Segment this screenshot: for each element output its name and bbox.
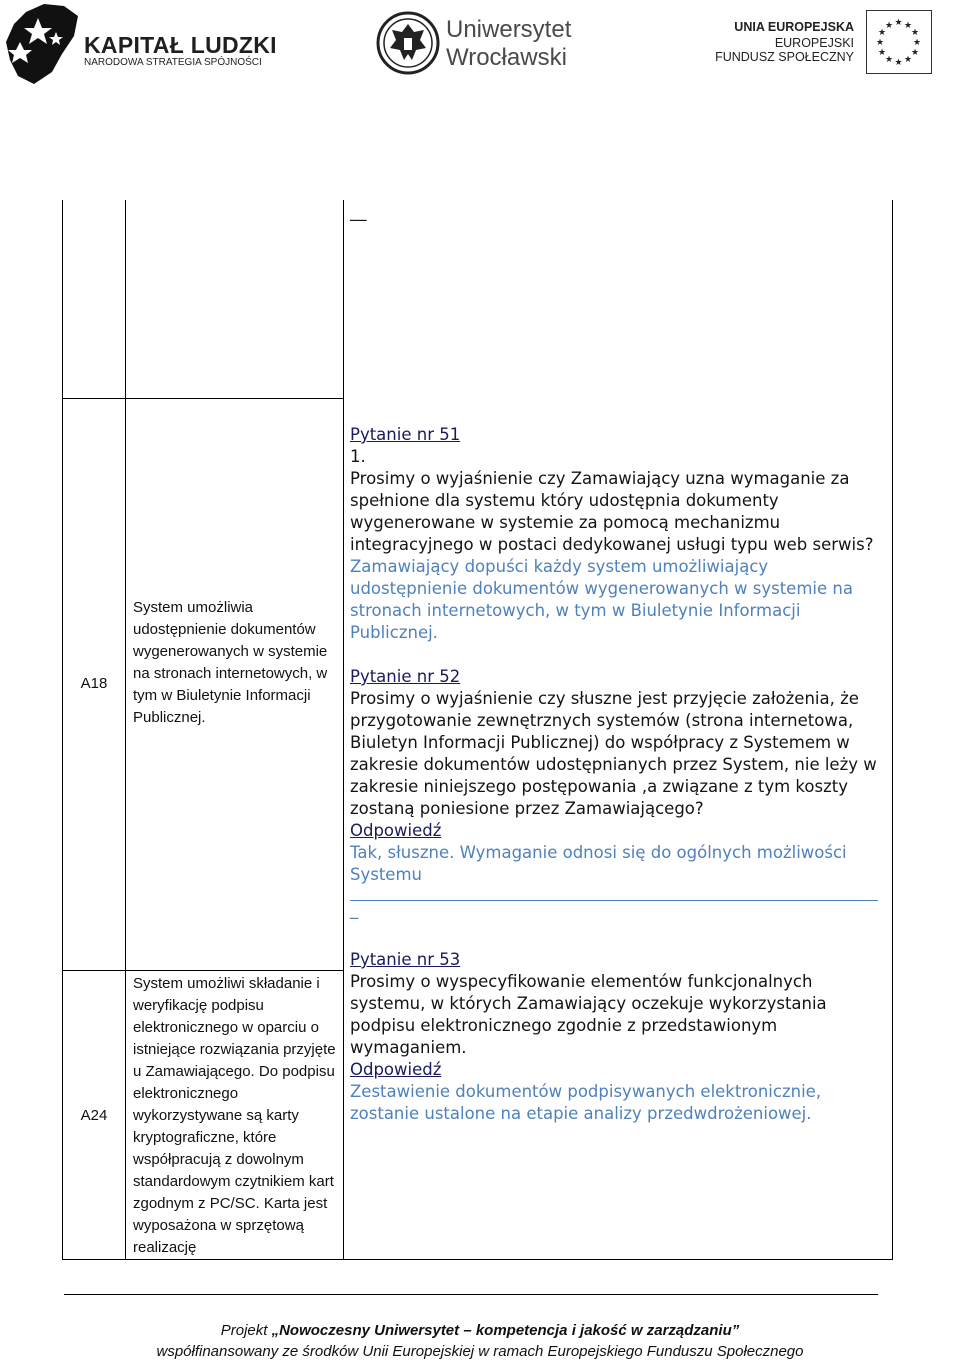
svg-text:★: ★ xyxy=(875,38,885,48)
answer-52-text: Tak, słuszne. Wymaganie odnosi się do ogólnych możliwości Systemu xyxy=(350,843,847,884)
answers-column xyxy=(350,424,890,1125)
footer-project-line xyxy=(0,1322,960,1339)
question-51-heading: Pytanie nr 51 xyxy=(350,425,461,444)
separator-marker: _ xyxy=(350,900,359,919)
row-id-a18: A18 xyxy=(80,675,108,692)
answer-51-text: Zamawiający dopuści każdy system umożliwiający udostępnienie dokumentów wygenerowanych w systemie na stronach internetowych, w tym w Biuletynie Informacji Publicznej. xyxy=(350,557,853,642)
uwr-logo-line2: Wrocławski xyxy=(446,44,567,71)
eu-logo-line2: EUROPEJSKI xyxy=(774,36,854,50)
answer-53-label: Odpowiedź xyxy=(350,1060,442,1079)
kapital-ludzki-logo xyxy=(4,2,277,86)
kl-logo-subtitle: NARODOWA STRATEGIA SPÓJNOŚCI xyxy=(84,57,262,68)
footer-project-title: „Nowoczesny Uniwersytet – kompetencja i jakość w zarządzaniu” xyxy=(271,1322,740,1339)
kapital-ludzki-logo-icon xyxy=(4,2,82,86)
question-51-number: 1. xyxy=(350,447,366,466)
svg-text:★: ★ xyxy=(894,58,903,68)
eu-logo-line3: FUNDUSZ SPOŁECZNY xyxy=(715,50,854,64)
eu-logo-line1: UNIA EUROPEJSKA xyxy=(734,20,854,34)
table-row-divider-2 xyxy=(62,970,343,971)
university-eagle-crest-icon xyxy=(376,10,440,76)
svg-text:★: ★ xyxy=(910,28,920,38)
question-53-text: Prosimy o wyspecyfikowanie elementów funkcjonalnych systemu, w których Zamawiający oczekuje wykorzystania podpisu elektronicznego zgodnie z przedstawionym wymaganiem. xyxy=(350,972,827,1057)
footer-rule xyxy=(64,1294,878,1295)
svg-text:★: ★ xyxy=(903,21,913,31)
footer-funding-line: współfinansowany ze środków Unii Europejskiej w ramach Europejskiego Funduszu Społecznego xyxy=(156,1343,804,1360)
question-53-heading: Pytanie nr 53 xyxy=(350,950,461,969)
uniwersytet-wroclawski-logo xyxy=(376,10,606,80)
kl-logo-title: KAPITAŁ LUDZKI xyxy=(84,32,277,58)
svg-text:★: ★ xyxy=(884,55,894,65)
svg-text:★: ★ xyxy=(877,28,887,38)
row-description-a24: System umożliwi składanie i weryfikację podpisu elektronicznego w oparciu o istniejące rozwiązania przyjęte u Zamawiającego. Do podpisu elektronicznego wykorzystywane są karty kryptograficzne, które współpracują z dowolnym standardowym czytnikiem kart zgodnym z PC/SC. Karta jest wyposażona w sprzętową realizację xyxy=(133,975,336,1256)
row-id-a24: A24 xyxy=(80,1107,108,1124)
eu-flag-icon xyxy=(866,10,932,74)
table-border-bottom xyxy=(62,1259,893,1260)
table-row-divider-1 xyxy=(62,398,343,399)
svg-text:★: ★ xyxy=(912,38,922,48)
question-52-heading: Pytanie nr 52 xyxy=(350,667,461,686)
answer-52-label: Odpowiedź xyxy=(350,821,442,840)
table-border-right xyxy=(892,200,893,1260)
row-description-a18: System umożliwia udostępnienie dokumentów wygenerowanych w systemie na stronach internetowych, w tym w Biuletynie Informacji Publicznej. xyxy=(133,599,328,726)
question-51-text: Prosimy o wyjaśnienie czy Zamawiający uzna wymaganie za spełnione dla systemu który udostępnia dokumenty wygenerowane w systemie za pomocą mechanizmu integracyjnego w postaci dedykowanej usługi typu web serwis? xyxy=(350,469,874,554)
table-border-left xyxy=(62,200,63,1260)
table-col-divider-2 xyxy=(343,200,344,1260)
uwr-logo-line1: Uniwersytet xyxy=(446,16,572,43)
svg-text:★: ★ xyxy=(903,55,913,65)
svg-text:★: ★ xyxy=(884,21,894,31)
top-cell-marker: __ xyxy=(350,202,367,221)
table-col-divider-1 xyxy=(125,200,126,1260)
answer-53-text: Zestawienie dokumentów podpisywanych elektronicznie, zostanie ustalone na etapie analizy przedwdrożeniowej. xyxy=(350,1082,822,1123)
question-52-text: Prosimy o wyjaśnienie czy słuszne jest przyjęcie założenia, że przygotowanie zewnętrznych systemów (strona internetowa, Biuletyn Informacji Publicznej) do współpracy z Systemem w zakresie dokumentów udostępnianych przez System, nie leży w zakresie niniejszego postępowania ,a związane z tym koszty zostaną poniesione przez Zamawiającego? xyxy=(350,689,877,818)
eu-logo xyxy=(715,10,934,76)
svg-text:★: ★ xyxy=(877,48,887,58)
footer-project-prefix: Projekt xyxy=(220,1322,272,1339)
svg-text:★: ★ xyxy=(910,48,920,58)
svg-text:★: ★ xyxy=(894,18,903,28)
